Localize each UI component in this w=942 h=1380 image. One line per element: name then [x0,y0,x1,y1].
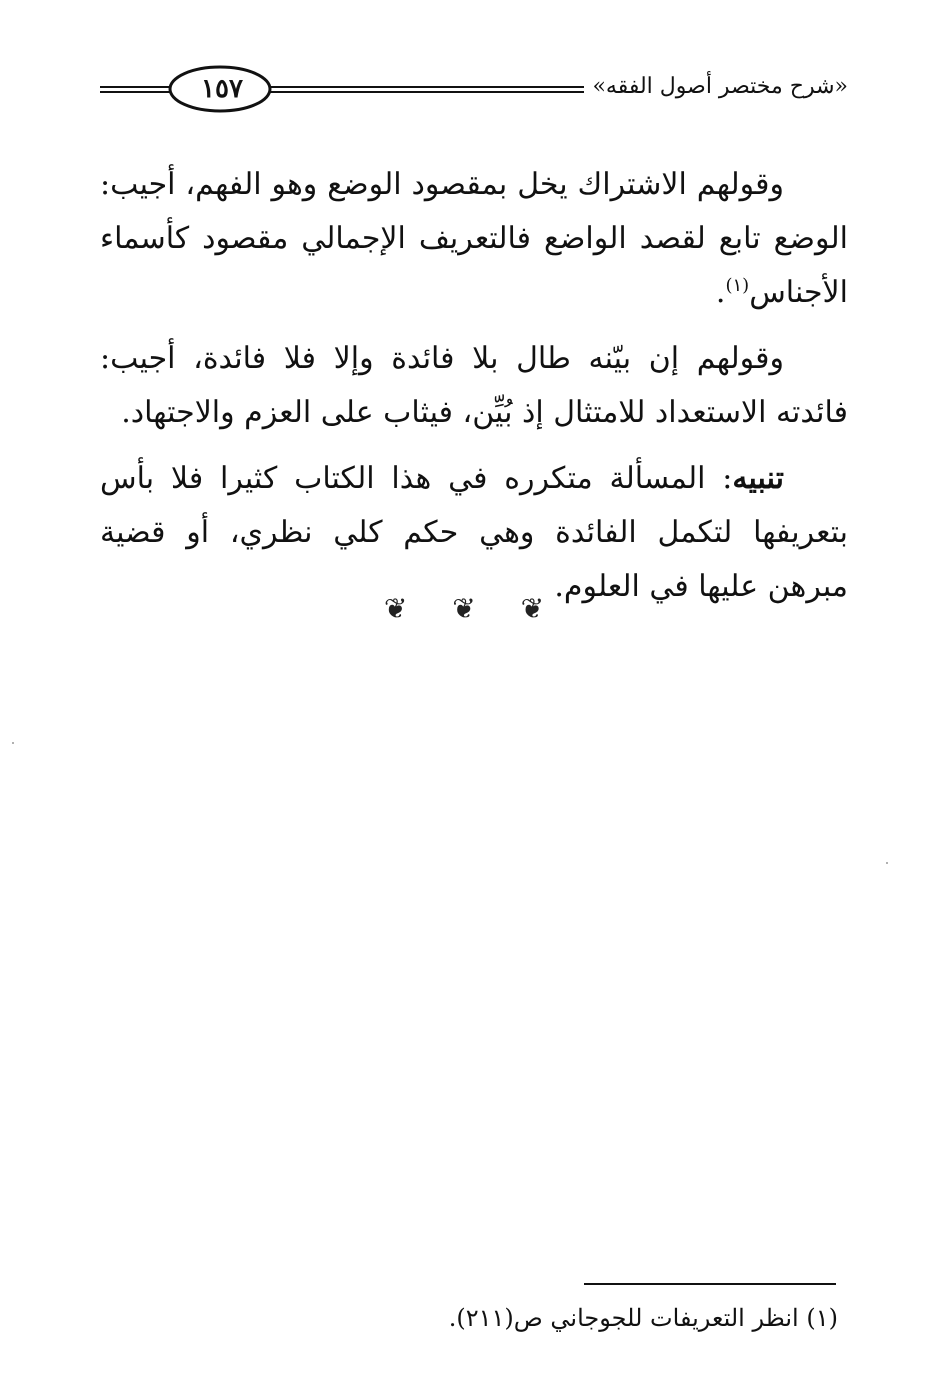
footnote-separator [584,1283,836,1285]
scan-speck [12,742,14,744]
footnote-text: انظر التعريفات للجوجاني ص(٢١١). [448,1304,799,1332]
ornament-icon: ❦ [520,592,559,625]
paragraph-3-text: : المسألة متكرره في هذا الكتاب كثيرا فلا بأس بتعريفها لتكمل الفائدة وهي حكم كلي نظري، أو قضية مبرهن عليها في العلوم. [100,461,848,604]
scan-speck [886,862,888,864]
note-label: تنبيه [732,461,784,496]
paragraph-1-end: . [715,275,726,310]
page-number: ١٥٧ [201,74,243,104]
ornament-icon: ❦ [383,592,422,625]
ornament-icon: ❦ [452,592,490,625]
paragraph-2-text: وقولهم إن بيّنه طال بلا فائدة وإلا فلا فائدة، أجيب: فائدته الاستعداد للامتثال إذ بُيِّن، فيثاب على العزم والاجتهاد. [100,341,848,430]
footnote-reference: (١) [725,275,750,296]
page-header [100,62,848,120]
footnote-marker: (١) [806,1304,838,1332]
paragraph-3 [100,452,848,614]
section-ornaments [0,592,942,625]
footnote-1 [449,1304,838,1333]
paragraph-1 [100,158,848,320]
paragraph-2 [100,332,848,440]
running-head-title: «شرح مختصر أصول الفقه» [584,76,848,98]
main-text [100,158,848,614]
paragraph-1-text: وقولهم الاشتراك يخل بمقصود الوضع وهو الفهم، أجيب: الوضع تابع لقصد الواضع فالتعريف الإجمالي مقصود كأسماء الأجناس [100,167,848,310]
